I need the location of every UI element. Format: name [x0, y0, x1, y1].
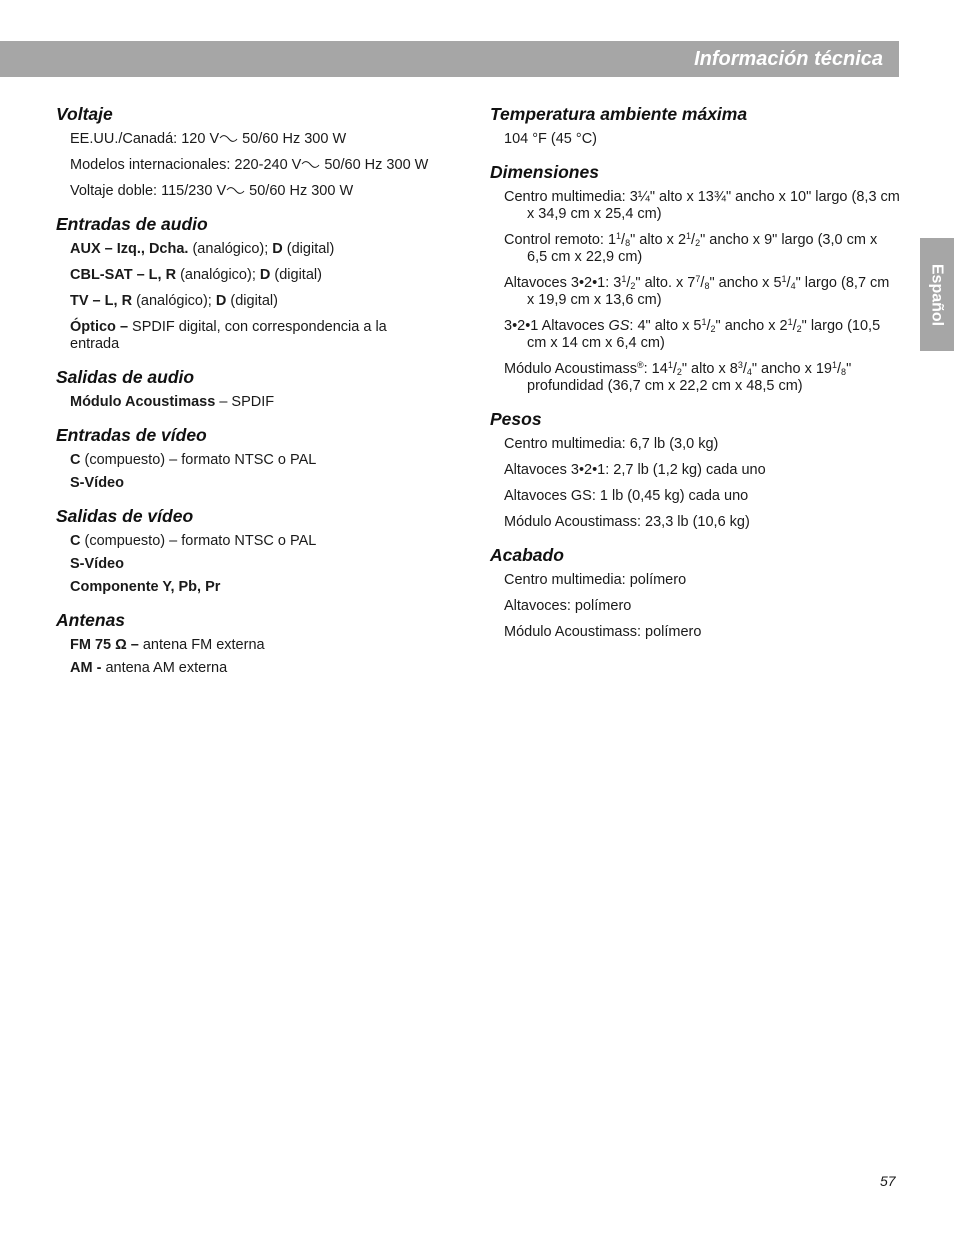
finish-item: Módulo Acoustimass: polímero: [504, 624, 702, 640]
weight-item: Altavoces 3•2•1: 2,7 lb (1,2 kg) cada uno: [504, 462, 766, 478]
section-acabado: [490, 545, 900, 641]
finish-item: Centro multimedia: polímero: [504, 572, 687, 588]
section-salidas-audio: [56, 367, 466, 411]
dim-centro: Centro multimedia: 3¼" alto x 13¾" ancho x 10" largo (8,3 cm x 34,9 cm x 25,4 cm): [504, 189, 900, 222]
video-output-c: C (compuesto) – formato NTSC o PAL: [70, 533, 317, 549]
section-title: Salidas de audio: [56, 367, 195, 387]
section-entradas-audio: [56, 214, 466, 353]
audio-input-aux: AUX – Izq., Dcha. (analógico); D (digital): [70, 241, 335, 257]
voltage-line: EE.UU./Canadá: 120 V 50/60 Hz 300 W: [70, 131, 347, 147]
header-bar: [0, 41, 899, 77]
page-title: Información técnica: [694, 48, 883, 70]
ac-symbol-icon: [301, 160, 320, 170]
section-title: Voltaje: [56, 104, 113, 124]
right-column: [490, 104, 900, 655]
ac-symbol-icon: [219, 134, 238, 144]
temperature-value: 104 °F (45 °C): [504, 131, 597, 147]
section-dimensiones: [490, 162, 900, 395]
audio-input-optico: Óptico – SPDIF digital, con correspondencia a la entrada: [70, 319, 387, 352]
antenna-am: AM - antena AM externa: [70, 660, 228, 676]
language-tab-label: Español: [928, 263, 946, 326]
section-voltaje: [56, 104, 466, 200]
weight-item: Altavoces GS: 1 lb (0,45 kg) cada uno: [504, 488, 749, 504]
audio-input-cbl: CBL-SAT – L, R (analógico); D (digital): [70, 267, 322, 283]
language-tab: [920, 238, 954, 351]
dim-gs: 3•2•1 Altavoces GS: 4" alto x $5^1/_2$" ancho x $2^1/_2$" largo (10,5 cm x 14 cm x 6,4 cm): [504, 317, 881, 351]
section-title: Temperatura ambiente máxima: [490, 104, 748, 124]
voltage-line: Modelos internacionales: 220-240 V 50/60 Hz 300 W: [70, 157, 429, 173]
video-input-svideo: S-Vídeo: [70, 475, 124, 491]
section-temperatura: [490, 104, 900, 148]
section-title: Salidas de vídeo: [56, 506, 194, 526]
section-antenas: [56, 610, 466, 677]
video-output-svideo: S-Vídeo: [70, 556, 124, 572]
audio-input-tv: TV – L, R (analógico); D (digital): [70, 293, 278, 309]
weight-item: Centro multimedia: 6,7 lb (3,0 kg): [504, 436, 719, 452]
voltage-line: Voltaje doble: 115/230 V 50/60 Hz 300 W: [70, 183, 354, 199]
dim-altavoces: Altavoces 3•2•1: $3^1/_2$" alto. x $7^7/_8$" ancho x $5^1/_4$" largo (8,7 cm x 19,9 cm x 13,6 cm): [504, 274, 890, 308]
section-title: Entradas de vídeo: [56, 425, 207, 445]
section-title: Acabado: [490, 545, 564, 565]
audio-output-modulo: Módulo Acoustimass – SPDIF: [70, 394, 275, 410]
section-title: Antenas: [56, 610, 126, 630]
page-number: 57: [880, 1173, 896, 1189]
dim-control: Control remoto: $1^1/_8$" alto x $2^1/_2$" ancho x 9" largo (3,0 cm x 6,5 cm x 22,9 cm): [504, 231, 878, 265]
finish-item: Altavoces: polímero: [504, 598, 632, 614]
section-entradas-video: [56, 425, 466, 492]
section-title: Pesos: [490, 409, 542, 429]
left-column: [56, 104, 466, 691]
section-salidas-video: [56, 506, 466, 596]
dim-modulo: Módulo Acoustimass®: $14^1/_2$" alto x $8^3/_4$" ancho x $19^1/_8$" profundidad (36,7 cm x 22,2 cm x 48,5 cm): [504, 360, 852, 394]
section-title: Dimensiones: [490, 162, 599, 182]
section-pesos: [490, 409, 900, 531]
video-output-componente: Componente Y, Pb, Pr: [70, 579, 221, 595]
weight-item: Módulo Acoustimass: 23,3 lb (10,6 kg): [504, 514, 750, 530]
section-title: Entradas de audio: [56, 214, 208, 234]
ac-symbol-icon: [226, 186, 245, 196]
antenna-fm: FM 75 Ω – antena FM externa: [70, 637, 265, 653]
video-input-c: C (compuesto) – formato NTSC o PAL: [70, 452, 317, 468]
